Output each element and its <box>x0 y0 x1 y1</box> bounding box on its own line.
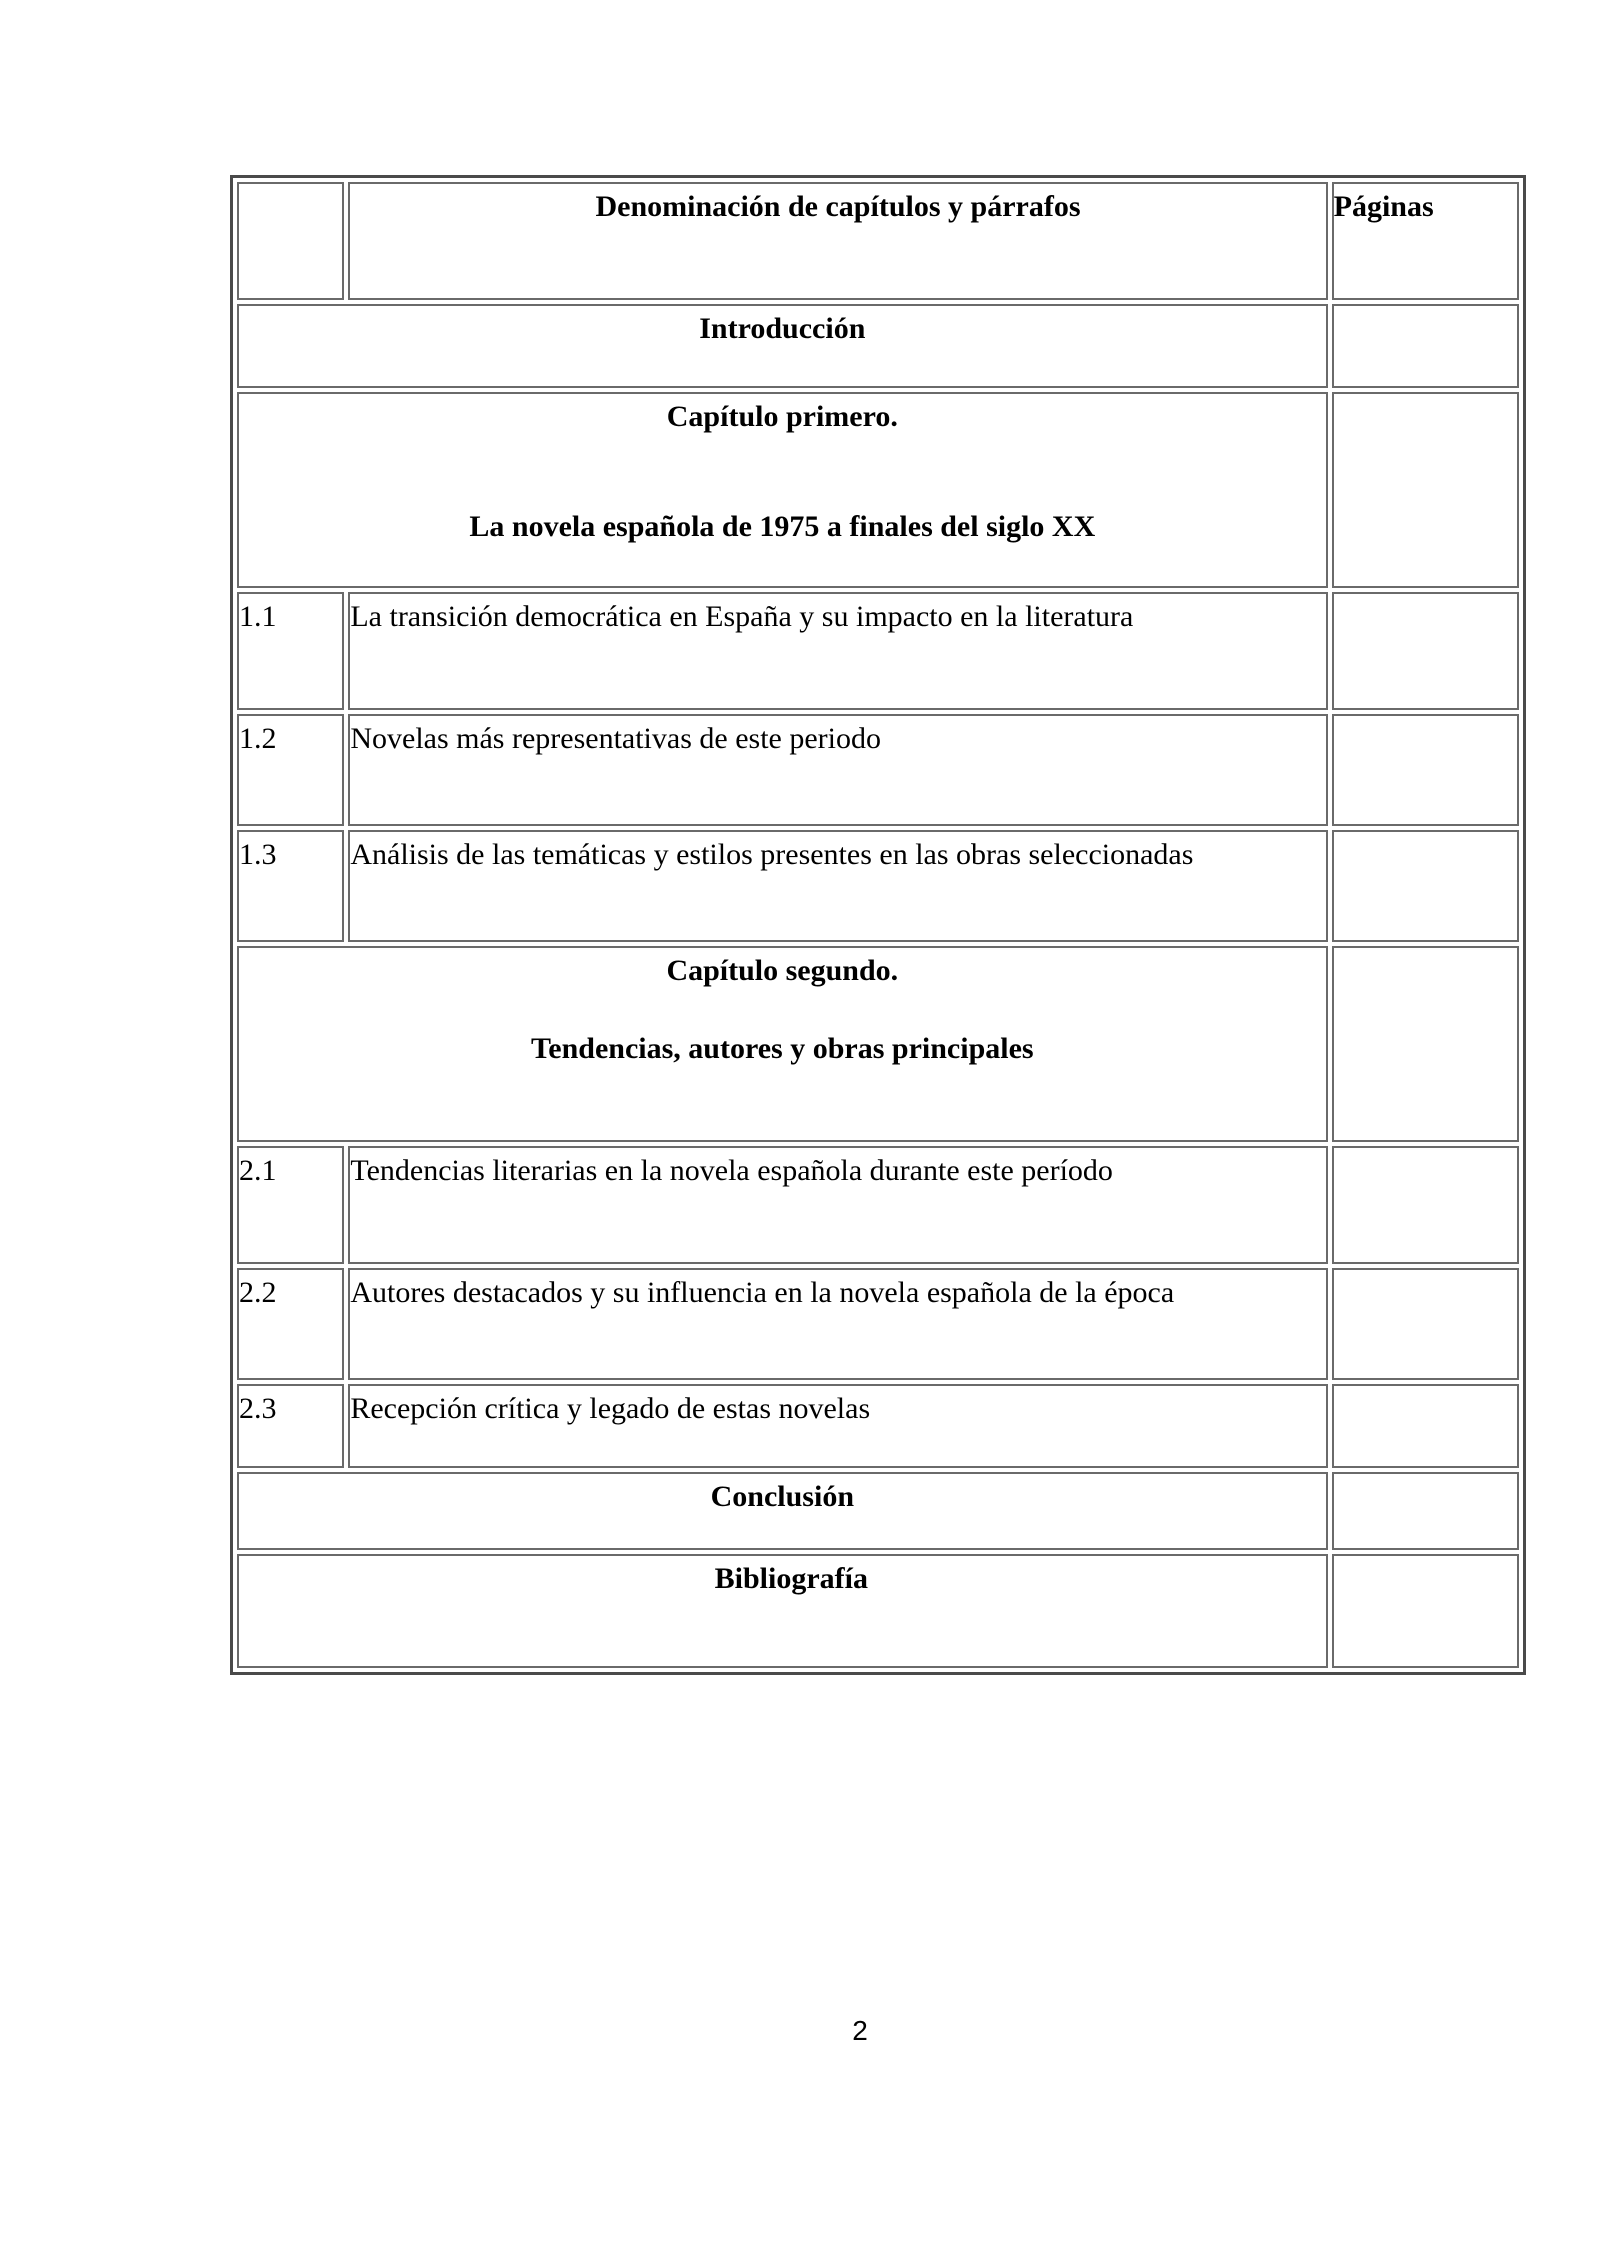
item-number: 1.2 <box>237 714 344 826</box>
header-title-cell: Denominación de capítulos y párrafos <box>348 182 1327 300</box>
conclusion-cell <box>237 1472 1328 1550</box>
table-row <box>237 830 1519 942</box>
chapter-2-heading: Capítulo segundo. <box>666 954 899 987</box>
item-title: Recepción crítica y legado de estas novelas <box>348 1384 1327 1468</box>
chapter-1-subtitle: La novela española de 1975 a finales del siglo XX <box>469 510 1096 543</box>
item-pages <box>1332 1146 1519 1264</box>
chapter-2-row <box>237 946 1519 1142</box>
table-row <box>237 714 1519 826</box>
table-row <box>237 1384 1519 1468</box>
chapter-1-cell <box>237 392 1328 588</box>
conclusion-label: Conclusión <box>710 1480 855 1513</box>
header-pages-cell: Páginas <box>1332 182 1519 300</box>
item-number: 2.2 <box>237 1268 344 1380</box>
item-number: 1.1 <box>237 592 344 710</box>
chapter-2-cell <box>237 946 1328 1142</box>
bibliography-label: Bibliografía <box>714 1562 868 1595</box>
table-of-contents <box>230 175 1526 1675</box>
item-pages <box>1332 1384 1519 1468</box>
item-number: 2.3 <box>237 1384 344 1468</box>
item-pages <box>1332 592 1519 710</box>
chapter-1-pages-cell <box>1332 392 1519 588</box>
table-row <box>237 1268 1519 1380</box>
item-title: Autores destacados y su influencia en la novela española de la época <box>348 1268 1327 1380</box>
introduction-cell <box>237 304 1328 388</box>
item-title: Novelas más representativas de este periodo <box>348 714 1327 826</box>
item-title: La transición democrática en España y su impacto en la literatura <box>348 592 1327 710</box>
conclusion-pages-cell <box>1332 1472 1519 1550</box>
introduction-label: Introducción <box>699 312 866 345</box>
item-pages <box>1332 830 1519 942</box>
conclusion-row <box>237 1472 1519 1550</box>
bibliography-pages-cell <box>1332 1554 1519 1668</box>
page-number: 2 <box>852 2015 868 2046</box>
header-row <box>237 182 1519 300</box>
table-row <box>237 1146 1519 1264</box>
chapter-1-heading: Capítulo primero. <box>666 400 898 433</box>
item-title: Tendencias literarias en la novela española durante este período <box>348 1146 1327 1264</box>
bibliography-row <box>237 1554 1519 1668</box>
item-pages <box>1332 714 1519 826</box>
table-row <box>237 592 1519 710</box>
item-title: Análisis de las temáticas y estilos presentes en las obras seleccionadas <box>348 830 1327 942</box>
header-number-cell <box>237 182 344 300</box>
bibliography-cell <box>237 1554 1328 1668</box>
item-pages <box>1332 1268 1519 1380</box>
chapter-2-subtitle: Tendencias, autores y obras principales <box>531 1032 1034 1065</box>
chapter-1-row <box>237 392 1519 588</box>
chapter-2-pages-cell <box>1332 946 1519 1142</box>
introduction-row <box>237 304 1519 388</box>
introduction-pages-cell <box>1332 304 1519 388</box>
item-number: 2.1 <box>237 1146 344 1264</box>
item-number: 1.3 <box>237 830 344 942</box>
